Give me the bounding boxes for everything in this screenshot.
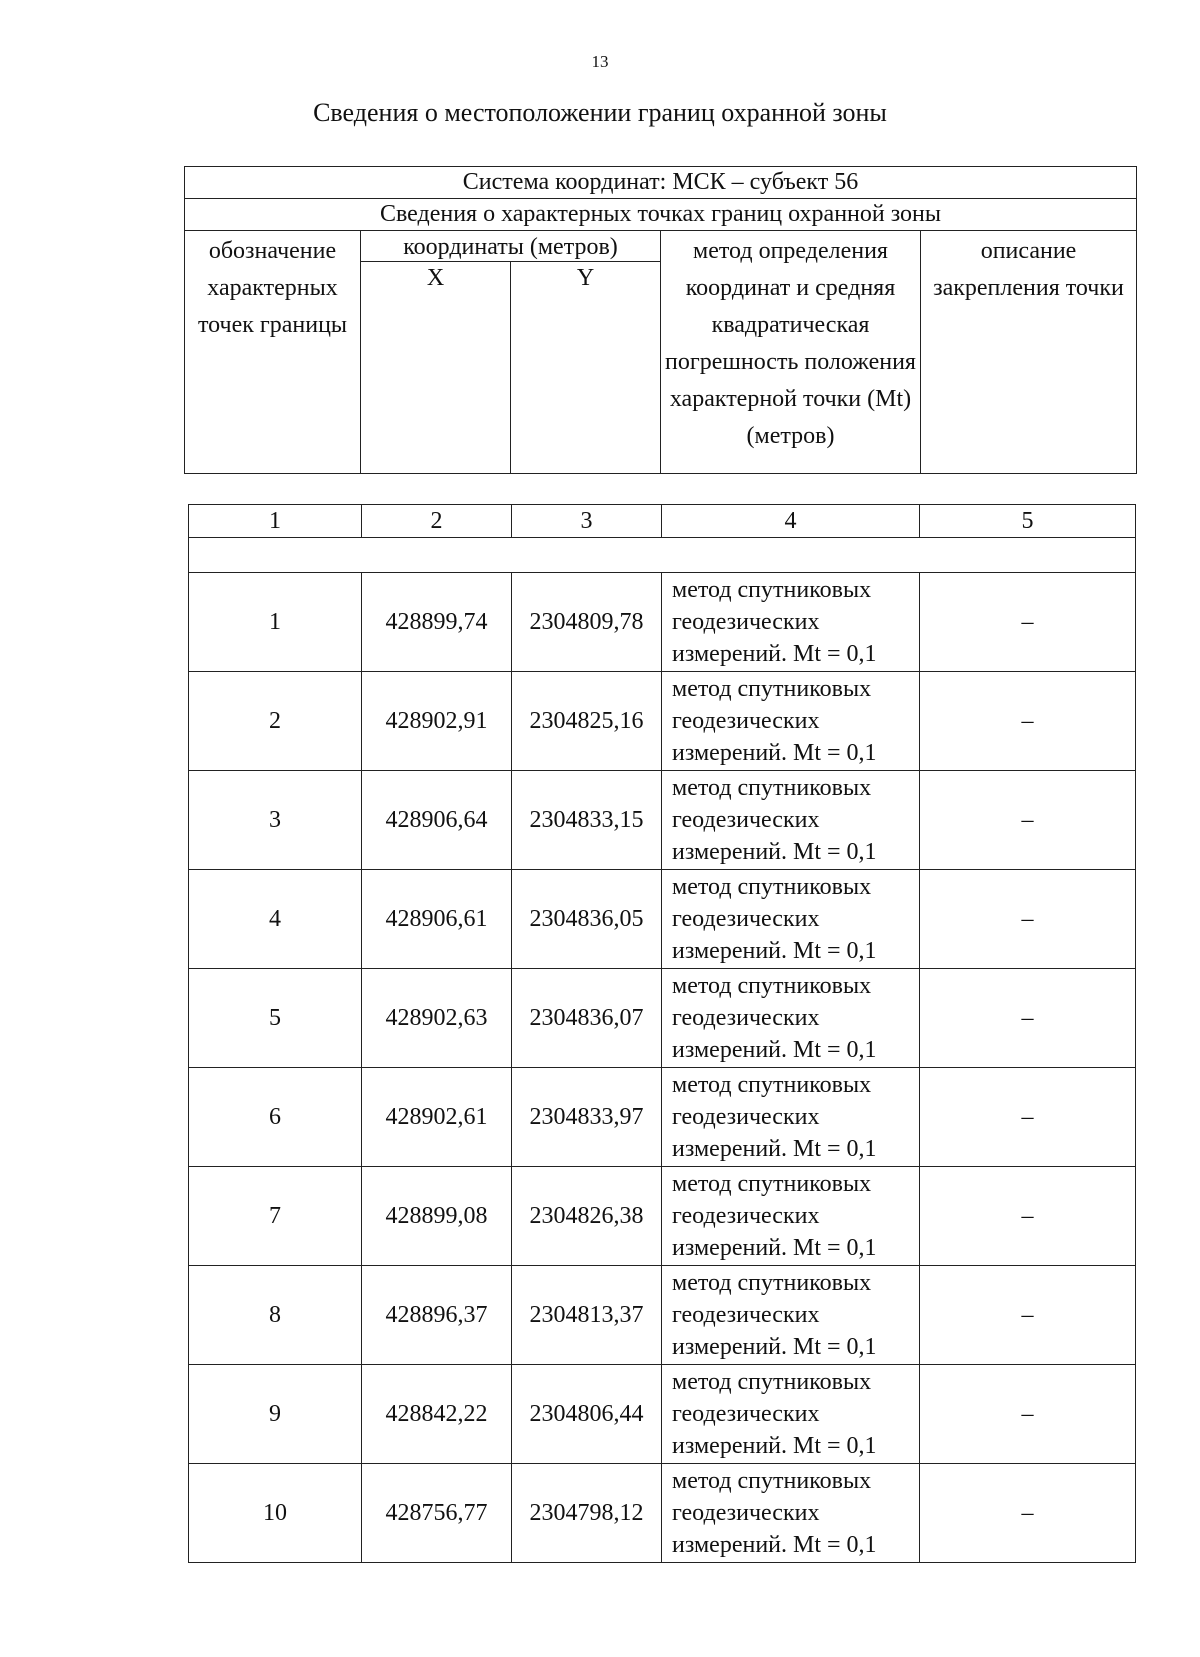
description-cell: – — [920, 870, 1136, 969]
method-cell: метод спутниковых геодезических измерений. Mt = 0,1 — [662, 771, 920, 870]
point-cell: 10 — [189, 1464, 362, 1563]
column-number: 5 — [920, 505, 1136, 538]
method-cell: метод спутниковых геодезических измерений. Mt = 0,1 — [662, 1167, 920, 1266]
method-cell: метод спутниковых геодезических измерений. Mt = 0,1 — [662, 1068, 920, 1167]
point-cell: 7 — [189, 1167, 362, 1266]
column-number: 2 — [362, 505, 512, 538]
description-cell: – — [920, 771, 1136, 870]
x-coordinate-cell: 428899,74 — [362, 573, 512, 672]
column-number: 1 — [189, 505, 362, 538]
point-cell: 2 — [189, 672, 362, 771]
header-method: метод определения координат и средняя квадратическая погрешность положения характерной точки (Mt) (метров) — [661, 231, 921, 474]
coordinate-system-label: Система координат: МСК – субъект 56 — [185, 167, 1137, 199]
description-cell: – — [920, 1266, 1136, 1365]
point-cell: 9 — [189, 1365, 362, 1464]
x-coordinate-cell: 428756,77 — [362, 1464, 512, 1563]
boundary-points-table-header — [184, 166, 1137, 474]
y-coordinate-cell: 2304833,15 — [512, 771, 662, 870]
header-x: X — [361, 262, 511, 474]
description-cell: – — [920, 1167, 1136, 1266]
method-cell: метод спутниковых геодезических измерений. Mt = 0,1 — [662, 1464, 920, 1563]
point-cell: 8 — [189, 1266, 362, 1365]
y-coordinate-cell: 2304833,97 — [512, 1068, 662, 1167]
table-row — [189, 1365, 1136, 1464]
y-coordinate-cell: 2304809,78 — [512, 573, 662, 672]
y-coordinate-cell: 2304813,37 — [512, 1266, 662, 1365]
column-numbers-row — [189, 505, 1136, 538]
table-row — [189, 870, 1136, 969]
y-coordinate-cell: 2304836,05 — [512, 870, 662, 969]
column-number: 4 — [662, 505, 920, 538]
point-cell: 6 — [189, 1068, 362, 1167]
header-point-designation: обозначение характерных точек границы — [185, 231, 361, 474]
method-cell: метод спутниковых геодезических измерений. Mt = 0,1 — [662, 870, 920, 969]
table-row — [189, 1464, 1136, 1563]
point-cell: 3 — [189, 771, 362, 870]
x-coordinate-cell: 428902,91 — [362, 672, 512, 771]
x-coordinate-cell: 428899,08 — [362, 1167, 512, 1266]
y-coordinate-cell: 2304836,07 — [512, 969, 662, 1068]
table-row — [189, 771, 1136, 870]
y-coordinate-cell: 2304798,12 — [512, 1464, 662, 1563]
boundary-points-table — [188, 504, 1136, 1563]
description-cell: – — [920, 969, 1136, 1068]
point-cell: 4 — [189, 870, 362, 969]
method-cell: метод спутниковых геодезических измерений. Mt = 0,1 — [662, 573, 920, 672]
table-row — [189, 1266, 1136, 1365]
x-coordinate-cell: 428896,37 — [362, 1266, 512, 1365]
document-title: Сведения о местоположении границ охранной зоны — [313, 98, 887, 127]
page-number: 13 — [591, 52, 609, 71]
description-cell: – — [920, 1068, 1136, 1167]
empty-separator-row — [189, 538, 1136, 573]
empty-cell — [189, 538, 1136, 573]
header-coordinates: координаты (метров) — [361, 231, 661, 262]
method-cell: метод спутниковых геодезических измерений. Mt = 0,1 — [662, 969, 920, 1068]
x-coordinate-cell: 428906,64 — [362, 771, 512, 870]
table-row — [189, 672, 1136, 771]
y-coordinate-cell: 2304825,16 — [512, 672, 662, 771]
y-coordinate-cell: 2304806,44 — [512, 1365, 662, 1464]
y-coordinate-cell: 2304826,38 — [512, 1167, 662, 1266]
x-coordinate-cell: 428902,63 — [362, 969, 512, 1068]
x-coordinate-cell: 428906,61 — [362, 870, 512, 969]
description-cell: – — [920, 573, 1136, 672]
method-cell: метод спутниковых геодезических измерений. Mt = 0,1 — [662, 1266, 920, 1365]
column-number: 3 — [512, 505, 662, 538]
point-cell: 1 — [189, 573, 362, 672]
description-cell: – — [920, 672, 1136, 771]
header-y: Y — [511, 262, 661, 474]
description-cell: – — [920, 1464, 1136, 1563]
point-cell: 5 — [189, 969, 362, 1068]
section-title: Сведения о характерных точках границ охранной зоны — [185, 199, 1137, 231]
method-cell: метод спутниковых геодезических измерений. Mt = 0,1 — [662, 1365, 920, 1464]
x-coordinate-cell: 428902,61 — [362, 1068, 512, 1167]
table-row — [189, 573, 1136, 672]
table-row — [189, 1167, 1136, 1266]
header-description: описание закрепления точки — [921, 231, 1137, 474]
method-cell: метод спутниковых геодезических измерений. Mt = 0,1 — [662, 672, 920, 771]
table-row — [189, 969, 1136, 1068]
x-coordinate-cell: 428842,22 — [362, 1365, 512, 1464]
description-cell: – — [920, 1365, 1136, 1464]
table-row — [189, 1068, 1136, 1167]
